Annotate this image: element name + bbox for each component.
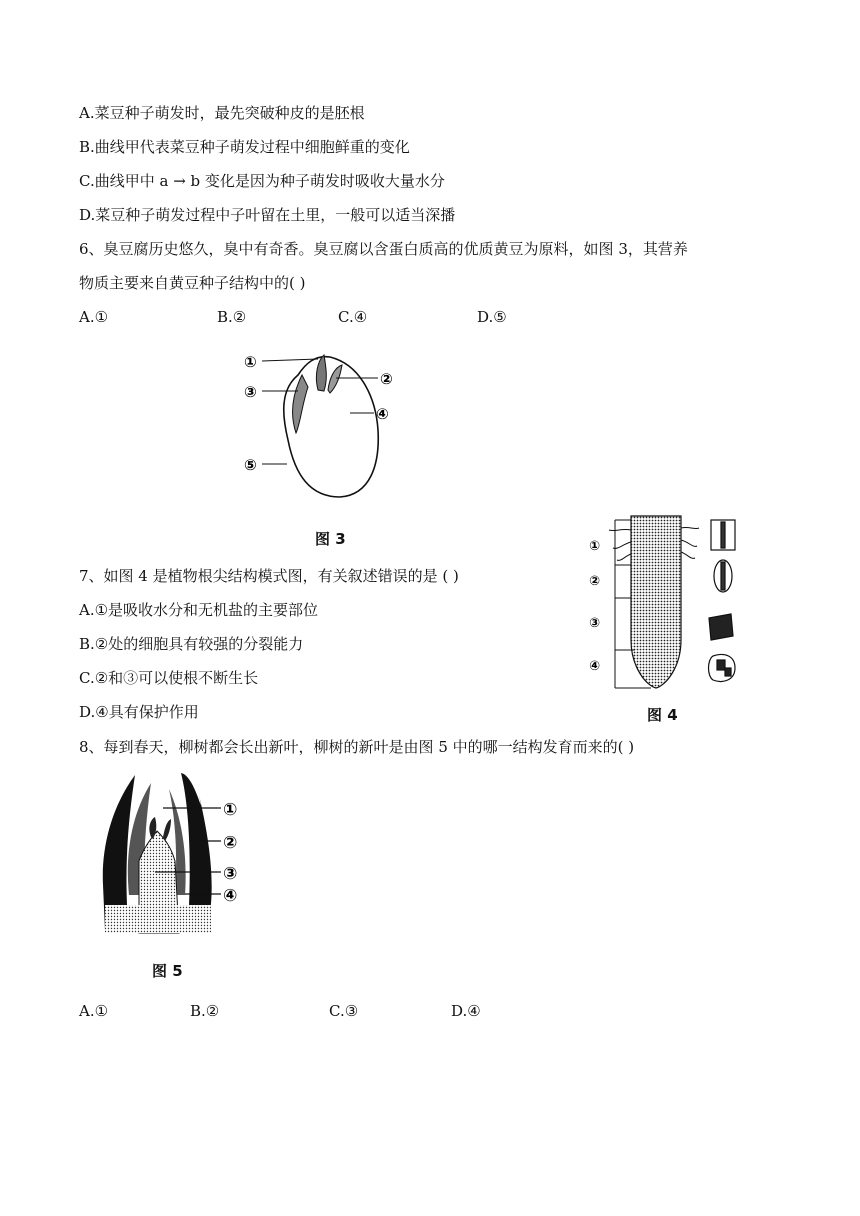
q7-option-d: D.④具有保护作用 [79, 703, 199, 721]
q7-option-c: C.②和③可以使根不断生长 [79, 669, 259, 687]
q8-option-b: B.② [190, 1002, 220, 1020]
q6-stem-line2: 物质主要来自黄豆种子结构中的( ) [79, 274, 306, 292]
fig3-label-4: ④ [376, 405, 389, 423]
figure-3-caption: 图 3 [315, 530, 346, 548]
fig5-label-2: ② [223, 833, 238, 853]
q5-option-b: B.曲线甲代表菜豆种子萌发过程中细胞鲜重的变化 [79, 138, 410, 156]
fig5-label-4: ④ [223, 886, 238, 906]
q7-option-a: A.①是吸收水分和无机盐的主要部位 [79, 601, 319, 619]
q7-option-b: B.②处的细胞具有较强的分裂能力 [79, 635, 304, 653]
fig4-label-3: ③ [589, 616, 601, 631]
figure-5-bud [95, 765, 265, 937]
figure-3-bean-seed [240, 345, 410, 510]
fig4-label-4: ④ [589, 659, 601, 674]
fig3-label-3: ③ [244, 383, 257, 401]
fig3-label-1: ① [244, 353, 257, 371]
q5-option-c: C.曲线甲中 a → b 变化是因为种子萌发时吸收大量水分 [79, 172, 445, 190]
fig5-label-1: ① [223, 800, 238, 820]
q7-stem: 7、如图 4 是植物根尖结构模式图，有关叙述错误的是 ( ) [79, 567, 459, 585]
q6-option-c: C.④ [338, 308, 368, 326]
q6-option-d: D.⑤ [477, 308, 507, 326]
figure-4-caption: 图 4 [647, 706, 678, 724]
figure-4-root-tip [585, 510, 760, 695]
q5-option-a: A.菜豆种子萌发时，最先突破种皮的是胚根 [79, 104, 365, 122]
figure-5-caption: 图 5 [152, 962, 183, 980]
fig4-label-2: ② [589, 574, 601, 589]
q8-option-a: A.① [79, 1002, 109, 1020]
q6-stem-line1: 6、臭豆腐历史悠久，臭中有奇香。臭豆腐以含蛋白质高的优质黄豆为原料，如图 3，其营养 [79, 240, 688, 258]
fig4-label-1: ① [589, 539, 601, 554]
q5-option-d: D.菜豆种子萌发过程中子叶留在土里，一般可以适当深播 [79, 206, 456, 224]
q6-option-a: A.① [79, 308, 109, 326]
fig3-label-5: ⑤ [244, 456, 257, 474]
q6-option-b: B.② [217, 308, 247, 326]
fig5-label-3: ③ [223, 864, 238, 884]
q8-stem: 8、每到春天，柳树都会长出新叶，柳树的新叶是由图 5 中的哪一结构发育而来的( ) [79, 738, 635, 756]
q8-option-d: D.④ [451, 1002, 481, 1020]
q8-option-c: C.③ [329, 1002, 359, 1020]
fig3-label-2: ② [380, 370, 393, 388]
